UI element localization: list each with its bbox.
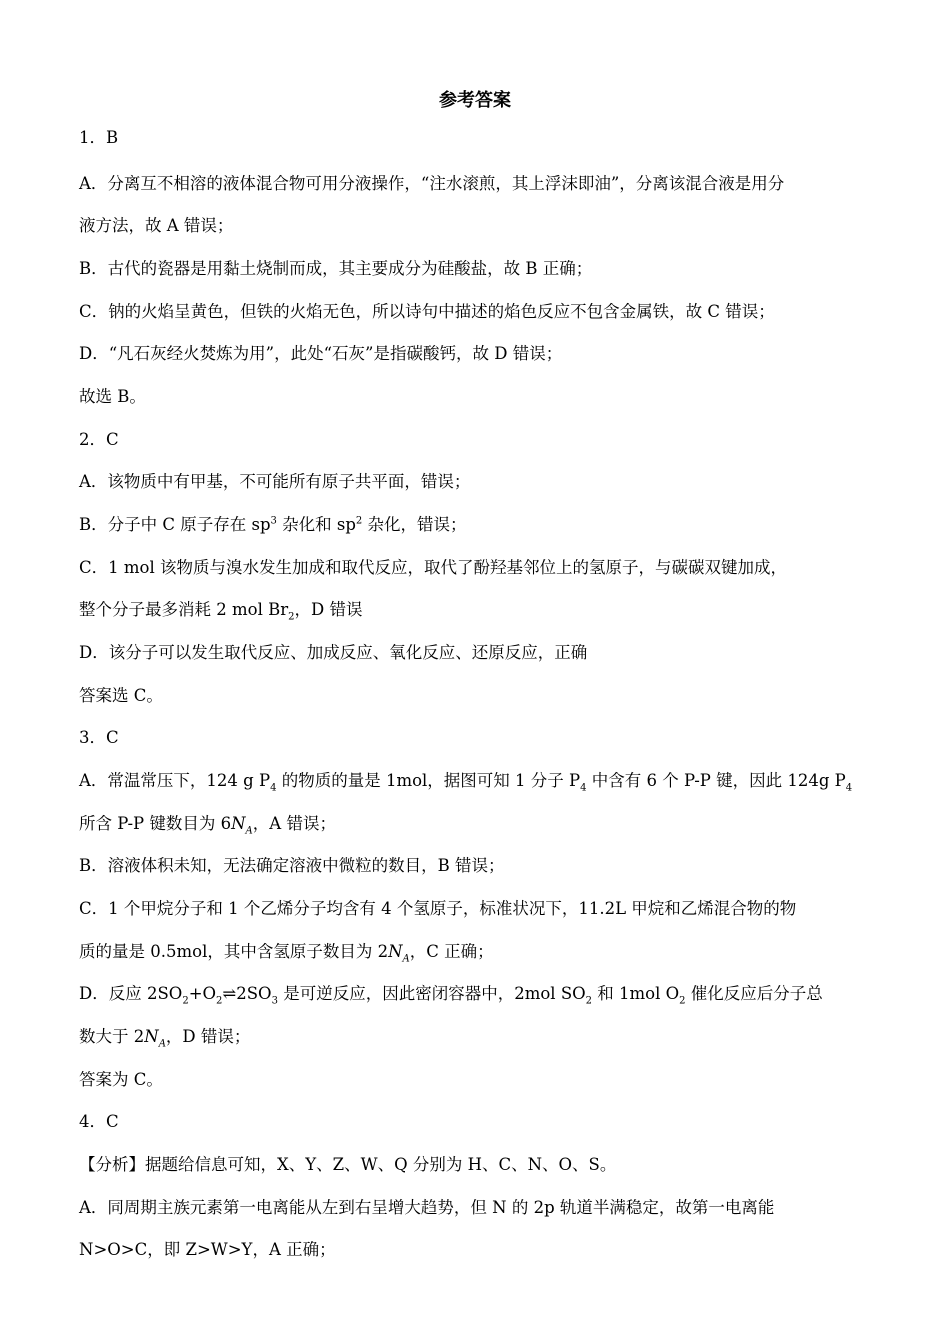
q1-option-b: B．古代的瓷器是用黏土烧制而成，其主要成分为硅酸盐，故 B 正确； (79, 259, 593, 278)
reversible-arrow-icon: ⇌ (222, 984, 237, 1003)
q4-option-a-line1: A．同周期主族元素第一电离能从左到右呈增大趋势，但 N 的 2p 轨道半满稳定，故第一电离能 (79, 1198, 775, 1217)
page-title: 参考答案 (439, 90, 511, 111)
q2-option-d: D．该分子可以发生取代反应、加成反应、氧化反应、还原反应，正确 (79, 643, 588, 662)
q1-option-d: D．“凡石灰经火焚炼为用”，此处“石灰”是指碳酸钙，故 D 错误； (79, 344, 563, 363)
q3-option-a-line1: A．常温常压下，124 g $P_4$ 的物质的量是 1mol，据图可知 1 分子 $P_4$ 中含有 6 个 P-P 键，因此 124g $P_4$ (79, 771, 853, 794)
q3-answer-heading: 3．C (79, 728, 119, 747)
q2-option-c-line2: 整个分子最多消耗 2 mol $Br_2$，D 错误 (79, 600, 363, 623)
q1-conclusion: 故选 B。 (79, 387, 146, 406)
q1-option-a-line2: 液方法，故 A 错误； (79, 216, 234, 235)
q2-option-c-line1: C．1 mol 该物质与溴水发生加成和取代反应，取代了酚羟基邻位上的氢原子，与碳碳双键加成， (79, 558, 787, 577)
q2-answer-heading: 2．C (79, 430, 119, 449)
q3-option-b: B．溶液体积未知，无法确定溶液中微粒的数目，B 错误； (79, 856, 505, 875)
q4-analysis: 【分析】据题给信息可知，X、Y、Z、W、Q 分别为 H、C、N、O、S。 (79, 1155, 617, 1174)
q2-conclusion: 答案选 C。 (79, 686, 163, 705)
q1-option-a-line1: A．分离互不相溶的液体混合物可用分液操作，“注水滚煎，其上浮沫即油”，分离该混合液是用分 (79, 174, 785, 193)
q3-option-c-line1: C．1 个甲烷分子和 1 个乙烯分子均含有 4 个氢原子，标准状况下，11.2L 甲烷和乙烯混合物的物 (79, 899, 797, 918)
q3-option-c-line2: 质的量是 0.5mol，其中含氢原子数目为 $2N_A$，C 正确； (79, 942, 494, 965)
q3-conclusion: 答案为 C。 (79, 1070, 163, 1089)
q3-option-d-line1: D．反应 $2SO_2+O_2\rightleftharpoons 2SO_3$ 是可逆反应，因此密闭容器中，2mol $SO_2$ 和 1mol $O_2$ 催化反应后分子总 (79, 984, 823, 1007)
q2-option-a: A．该物质中有甲基，不可能所有原子共平面，错误； (79, 472, 471, 491)
q4-option-a-line2: N>O>C，即 Z>W>Y，A 正确； (79, 1240, 336, 1259)
q3-option-d-line2: 数大于 $2N_A$，D 错误； (79, 1027, 251, 1050)
q1-option-c: C．钠的火焰呈黄色，但铁的火焰无色，所以诗句中描述的焰色反应不包含金属铁，故 C 错误； (79, 302, 775, 321)
q1-answer-heading: 1．B (79, 128, 119, 147)
q3-option-a-line2: 所含 P-P 键数目为 $6N_A$，A 错误； (79, 814, 336, 837)
q4-answer-heading: 4．C (79, 1112, 119, 1131)
q2-option-b: B．分子中 C 原子存在 $sp^3$ 杂化和 $sp^2$ 杂化，错误； (79, 515, 467, 534)
